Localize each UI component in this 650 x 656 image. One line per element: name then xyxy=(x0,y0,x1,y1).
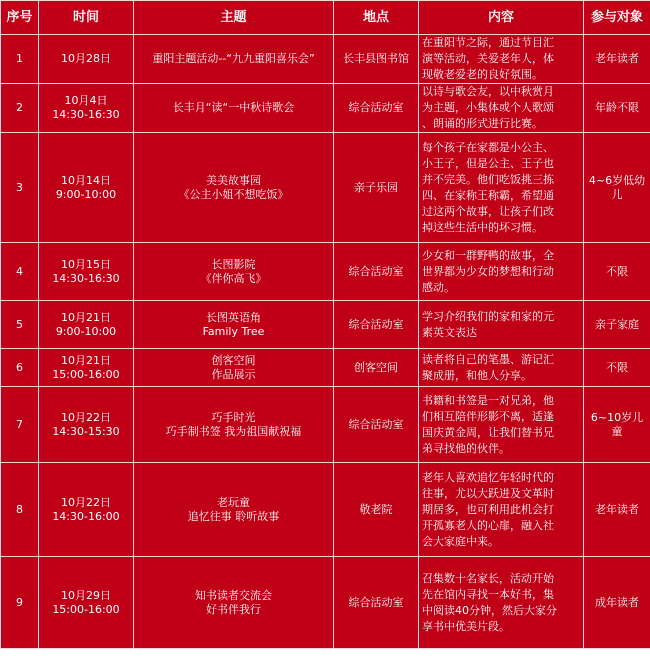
row-number-cell: 3 xyxy=(1,133,39,243)
table-row xyxy=(1,463,650,557)
place-cell: 综合活动室 xyxy=(334,243,419,301)
time-line: 10月21日 xyxy=(61,310,111,324)
topic-line: 长图影院 xyxy=(211,257,256,271)
content-line: 会大家庭中来。 xyxy=(422,534,499,548)
topic-cell xyxy=(134,243,334,301)
place-cell: 综合活动室 xyxy=(334,301,419,349)
place-cell: 综合活动室 xyxy=(334,84,419,133)
content-line: 书籍和书签是一对兄弟，他 xyxy=(422,393,554,407)
time-line: 10月22日 xyxy=(61,495,111,509)
table-row xyxy=(1,387,650,463)
time-line: 14:30-16:30 xyxy=(52,108,120,121)
row-number-cell: 6 xyxy=(1,349,39,387)
content-cell xyxy=(419,349,584,387)
topic-line: 知书读者交流会 xyxy=(195,588,272,602)
topic-line: 《伴你高飞》 xyxy=(200,271,267,285)
audience-cell: 不限 xyxy=(584,349,650,387)
content-line: 享书中优美片段。 xyxy=(422,619,510,633)
table-row xyxy=(1,35,650,84)
content-line: 、朗诵的形式进行比赛。 xyxy=(422,117,543,130)
content-line: 召集数十名家长，活动开始 xyxy=(422,571,554,585)
content-line: 往事，尤以大跃进及文革时 xyxy=(422,486,554,500)
topic-line: 长丰月“读“一中秋诗歌会 xyxy=(172,101,295,114)
topic-line: 好书伴我行 xyxy=(206,602,261,616)
content-line: 中阅读40分钟，然后大家分 xyxy=(422,603,557,617)
time-line: 14:30-16:30 xyxy=(52,271,120,285)
row-number-cell: 8 xyxy=(1,463,39,557)
time-cell xyxy=(39,349,134,387)
content-line: 世界都为少女的梦想和行动 xyxy=(422,264,554,278)
content-line: 四、在家称王称霸，希望通 xyxy=(422,188,554,202)
row-number-cell: 9 xyxy=(1,557,39,649)
row-number-cell: 2 xyxy=(1,84,39,133)
content-line: 以诗与歌会友，以中秋赏月 xyxy=(422,85,554,98)
content-line: 读者将自己的笔墨、游记汇 xyxy=(422,352,554,366)
content-line: 期居多，也可利用此机会打 xyxy=(422,502,554,516)
content-cell xyxy=(419,557,584,649)
topic-line: 重阳主题活动--“九九重阳喜乐会” xyxy=(152,52,315,65)
topic-cell xyxy=(134,349,334,387)
topic-cell xyxy=(134,387,334,463)
topic-line: 《公主小姐不想吃饭》 xyxy=(178,187,289,201)
time-line: 10月15日 xyxy=(61,257,111,271)
audience-cell: 不限 xyxy=(584,243,650,301)
audience-cell: 4~6岁低幼儿 xyxy=(584,133,650,243)
content-line: 少女和一群野鸭的故事，全 xyxy=(422,248,554,262)
audience-cell: 亲子家庭 xyxy=(584,301,650,349)
topic-cell xyxy=(134,133,334,243)
content-line: 学习介绍我们的家和家的元 xyxy=(422,309,554,323)
content-line: 先在馆内寻找一本好书，集 xyxy=(422,587,554,601)
topic-cell xyxy=(134,301,334,349)
content-cell xyxy=(419,387,584,463)
table-row xyxy=(1,349,650,387)
topic-cell xyxy=(134,84,334,133)
content-cell xyxy=(419,133,584,243)
time-cell xyxy=(39,387,134,463)
content-line: 演等活动，关爱老年人，体 xyxy=(422,52,554,65)
table-row xyxy=(1,557,650,649)
content-line: 现敬老爱老的良好氛围。 xyxy=(422,68,543,81)
place-cell: 综合活动室 xyxy=(334,557,419,649)
audience-cell: 老年读者 xyxy=(584,35,650,84)
time-cell xyxy=(39,133,134,243)
row-number-cell: 7 xyxy=(1,387,39,463)
time-cell xyxy=(39,243,134,301)
header-place: 地点 xyxy=(334,1,419,35)
time-line: 10月28日 xyxy=(61,52,111,65)
header-audience: 参与对象 xyxy=(584,1,650,35)
time-cell xyxy=(39,463,134,557)
content-cell xyxy=(419,463,584,557)
content-line: 并不完美。他们吃饭挑三拣 xyxy=(422,172,554,186)
row-number-cell: 5 xyxy=(1,301,39,349)
time-line: 14:30-15:30 xyxy=(52,424,120,438)
time-line: 9:00-10:00 xyxy=(55,324,117,338)
place-cell: 敬老院 xyxy=(334,463,419,557)
content-line: 感动。 xyxy=(422,280,455,294)
topic-cell xyxy=(134,35,334,84)
time-cell xyxy=(39,557,134,649)
audience-cell: 6~10岁儿童 xyxy=(584,387,650,463)
content-line: 素英文表达 xyxy=(422,325,477,339)
time-line: 9:00-10:00 xyxy=(55,187,117,201)
time-cell xyxy=(39,35,134,84)
audience-cell: 年龄不限 xyxy=(584,84,650,133)
topic-line: 长图英语角 xyxy=(206,310,261,324)
content-line: 聚成册，和他人分享。 xyxy=(422,368,532,382)
place-cell: 亲子乐园 xyxy=(334,133,419,243)
audience-cell: 老年读者 xyxy=(584,463,650,557)
time-line: 10月22日 xyxy=(61,410,111,424)
content-line: 弟寻找他的伙伴。 xyxy=(422,441,510,455)
table-row xyxy=(1,243,650,301)
topic-line: 美美故事园 xyxy=(206,173,261,187)
time-line: 14:30-16:00 xyxy=(52,509,120,523)
row-number-cell: 4 xyxy=(1,243,39,301)
content-line: 国庆黄金周，让我们替书兄 xyxy=(422,425,554,439)
content-line: 们相互陪伴形影不离，适逢 xyxy=(422,409,554,423)
audience-cell: 成年读者 xyxy=(584,557,650,649)
header-row xyxy=(1,1,650,35)
time-line: 10月21日 xyxy=(61,353,111,367)
topic-line: 老玩童 xyxy=(217,495,250,509)
time-line: 15:00-16:00 xyxy=(52,602,120,616)
time-line: 10月29日 xyxy=(61,588,111,602)
topic-line: 巧手制书签 我为祖国献祝福 xyxy=(165,424,302,438)
content-line: 过这两个故事，让孩子们改 xyxy=(422,204,554,218)
row-number-cell: 1 xyxy=(1,35,39,84)
header-time: 时间 xyxy=(39,1,134,35)
content-cell xyxy=(419,301,584,349)
topic-line: 创客空间 xyxy=(211,353,256,367)
content-line: 老年人喜欢追忆年轻时代的 xyxy=(422,470,554,484)
topic-line: Family Tree xyxy=(202,324,265,338)
place-cell: 长丰县图书馆 xyxy=(334,35,419,84)
place-cell: 综合活动室 xyxy=(334,387,419,463)
time-cell xyxy=(39,84,134,133)
header-content: 内容 xyxy=(419,1,584,35)
header-no: 序号 xyxy=(1,1,39,35)
topic-line: 巧手时光 xyxy=(211,410,256,424)
content-line: 在重阳节之际，通过节目汇 xyxy=(422,36,554,49)
table-row xyxy=(1,301,650,349)
content-line: 掉这些生活中的坏习惯。 xyxy=(422,220,543,234)
content-line: 每个孩子在家都是小公主、 xyxy=(422,140,554,154)
place-cell: 创客空间 xyxy=(334,349,419,387)
table-row xyxy=(1,133,650,243)
content-line: 小王子，但是公主、王子也 xyxy=(422,156,554,170)
topic-line: 追忆往事 聆听故事 xyxy=(187,509,280,523)
content-cell xyxy=(419,243,584,301)
time-cell xyxy=(39,301,134,349)
table-body xyxy=(1,35,650,649)
table-row xyxy=(1,84,650,133)
time-line: 15:00-16:00 xyxy=(52,367,120,381)
content-line: 开孤寡老人的心扉，融入社 xyxy=(422,518,554,532)
content-cell xyxy=(419,35,584,84)
time-line: 10月14日 xyxy=(61,173,111,187)
content-line: 为主题，小集体或个人歌颂 xyxy=(422,101,554,114)
header-topic: 主题 xyxy=(134,1,334,35)
topic-line: 作品展示 xyxy=(211,367,256,381)
time-line: 10月4日 xyxy=(64,94,108,107)
topic-cell xyxy=(134,463,334,557)
topic-cell xyxy=(134,557,334,649)
content-cell xyxy=(419,84,584,133)
